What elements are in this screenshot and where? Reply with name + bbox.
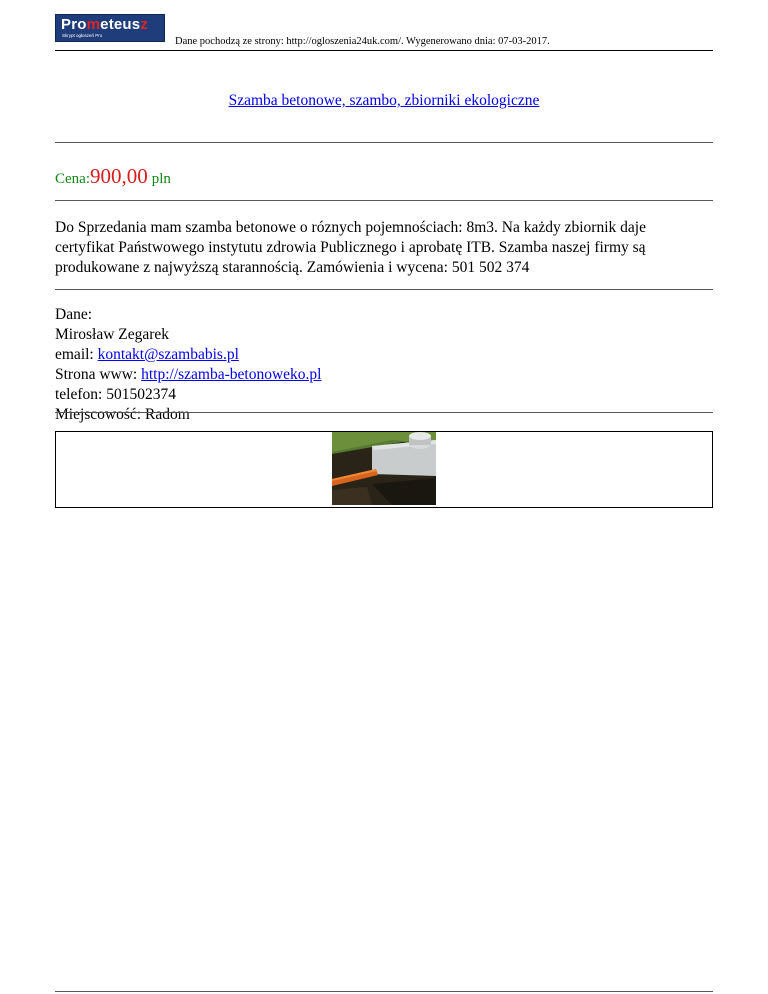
phone-value: 501502374 xyxy=(106,386,176,403)
location-label: Miejscowość: xyxy=(55,406,145,423)
logo-wordmark: Prometeusz xyxy=(61,16,149,33)
listing-photo[interactable] xyxy=(332,432,436,505)
source-info: Dane pochodzą ze strony: http://ogloszenia24uk.com/. Wygenerowano dnia: 07-03-2017. xyxy=(175,36,550,47)
contact-website-row xyxy=(55,365,321,385)
location-value: Radom xyxy=(144,406,190,423)
website-link[interactable]: http://szamba-betonoweko.pl xyxy=(141,366,322,383)
listing-description: Do Sprzedania mam szamba betonowe o róznych pojemnościach: 8m3. Na każdy zbiornik daje certyfikat Państwowego instytutu zdrowia Publicznego i aprobatę ITB. Szamba naszej firmy są produkowane z najwyższą starannością. Zamówienia i wycena: 501 502 374 xyxy=(55,219,646,276)
divider xyxy=(55,289,713,290)
email-label: email: xyxy=(55,346,98,363)
logo-tagline: Skrypt ogłoszeń Pro xyxy=(62,33,103,38)
septic-tank-photo-image xyxy=(332,432,436,505)
listing-title-link[interactable]: Szamba betonowe, szambo, zbiorniki ekologiczne xyxy=(228,92,540,109)
price-line xyxy=(55,164,171,189)
price-label: Cena: xyxy=(55,171,90,187)
divider xyxy=(55,142,713,143)
website-label: Strona www: xyxy=(55,366,142,383)
email-link[interactable]: kontakt@szambabis.pl xyxy=(97,346,239,363)
divider xyxy=(55,200,713,201)
page-header xyxy=(55,14,713,51)
prometeusz-logo xyxy=(55,14,165,42)
contact-phone-row xyxy=(55,385,321,405)
contact-location-row xyxy=(55,405,321,425)
contact-heading: Dane: xyxy=(55,306,93,323)
footer-divider xyxy=(55,991,713,992)
photo-gallery xyxy=(55,431,713,508)
contact-name: Mirosław Zegarek xyxy=(55,326,170,343)
price-value: 900,00 xyxy=(90,164,148,188)
listing-title xyxy=(0,92,768,110)
phone-label: telefon: xyxy=(55,386,107,403)
divider xyxy=(55,412,713,413)
price-currency: pln xyxy=(151,171,171,187)
contact-section xyxy=(55,305,321,425)
contact-email-row xyxy=(55,345,321,365)
